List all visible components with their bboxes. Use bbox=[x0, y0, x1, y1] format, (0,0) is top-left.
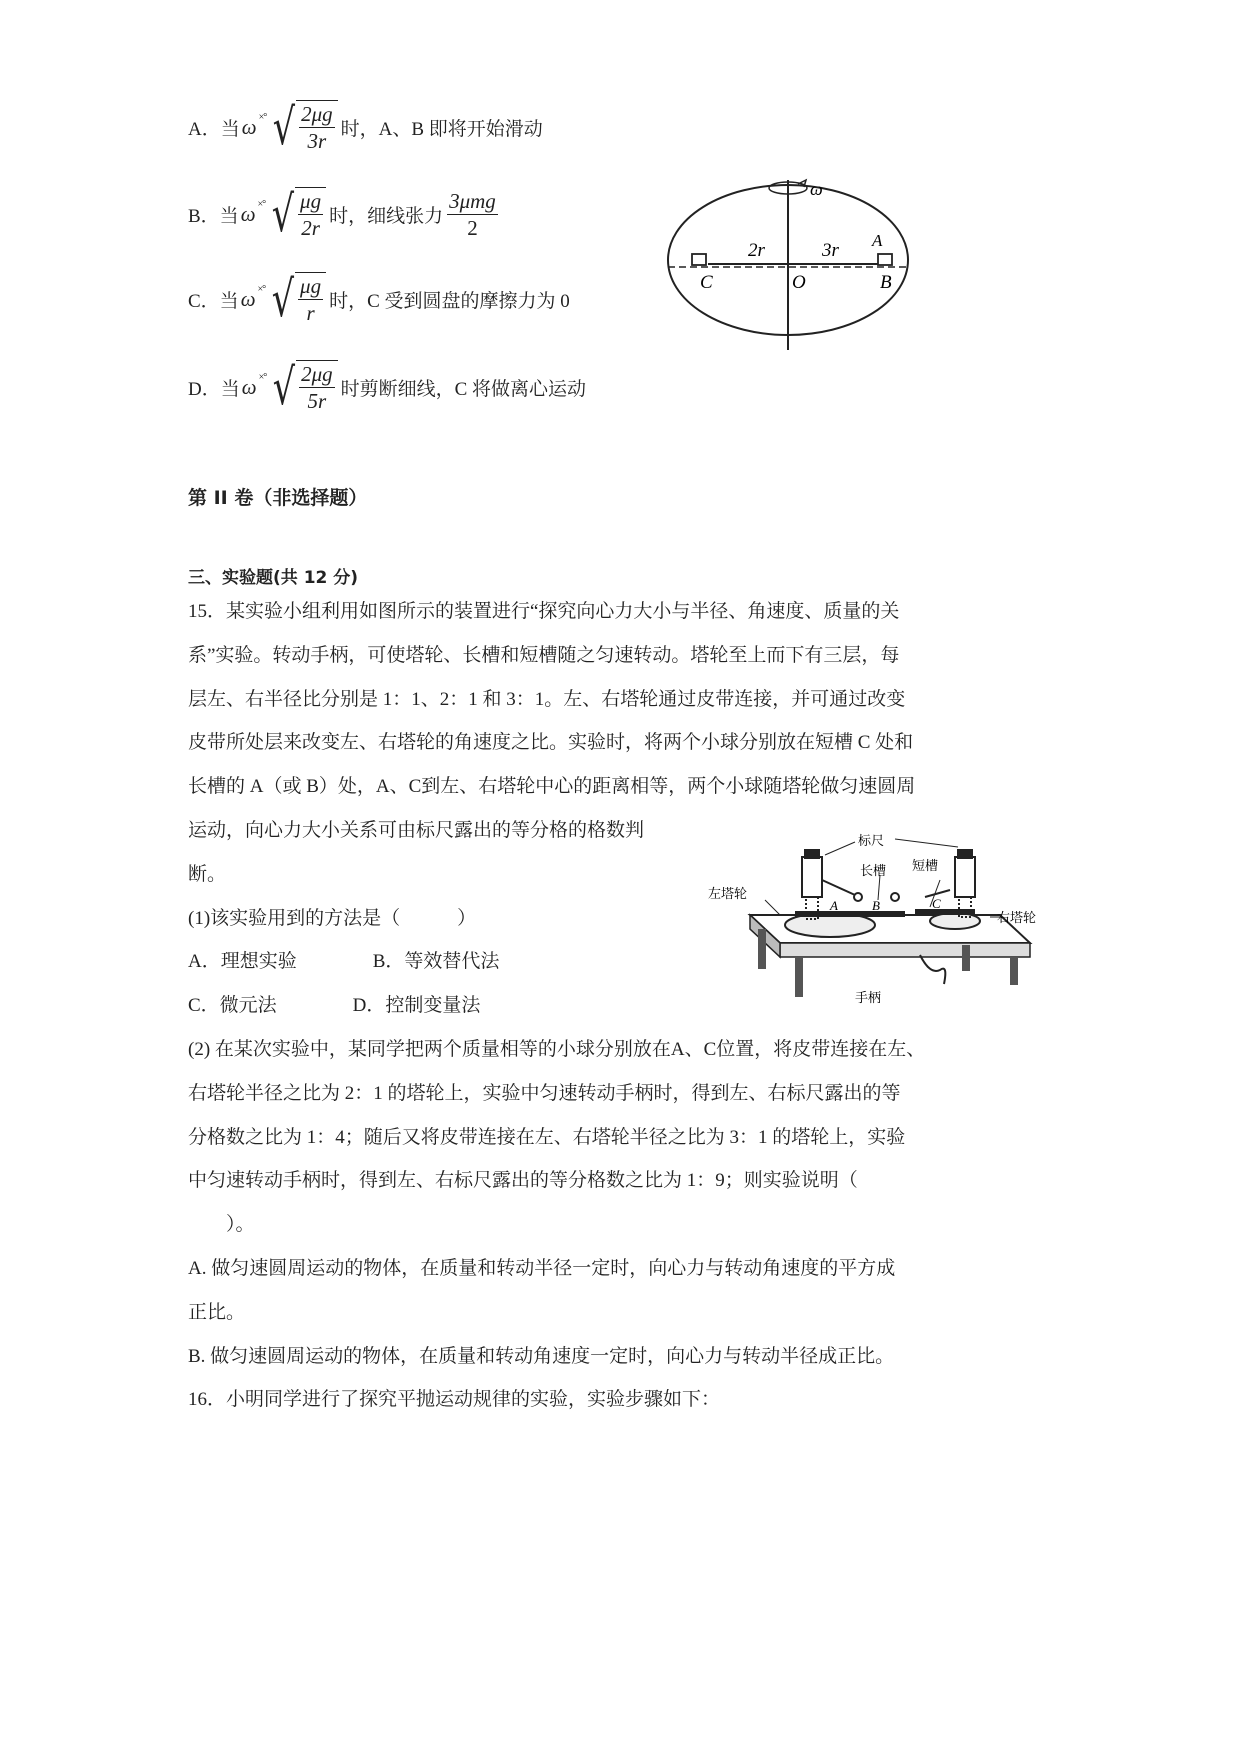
option-label: A．当 bbox=[188, 118, 240, 140]
text-line: ）。 bbox=[188, 1214, 255, 1236]
relation-symbol: ×° bbox=[257, 283, 266, 295]
text-line: 分格数之比为 1：4；随后又将皮带连接在左、右塔轮半径之比为 3：1 的塔轮上，实验 bbox=[188, 1126, 906, 1148]
omega-symbol: ω bbox=[241, 374, 257, 399]
option-text: 时，A、B 即将开始滑动 bbox=[340, 118, 543, 140]
text-line: 运动，向心力大小关系可由标尺露出的等分格的格数判 bbox=[188, 820, 645, 841]
svg-text:C: C bbox=[932, 896, 941, 911]
option-label: B．当 bbox=[188, 205, 239, 227]
sqrt-expression: √ $\frac{\mu g}{r}$ bbox=[267, 272, 326, 326]
svg-text:O: O bbox=[792, 272, 806, 293]
relation-symbol: ×° bbox=[258, 111, 267, 123]
svg-text:标尺: 标尺 bbox=[858, 834, 885, 849]
text-line: 皮带所处层来改变左、右塔轮的角速度之比。实验时，将两个小球分别放在短槽 C 处和 bbox=[188, 732, 914, 754]
sqrt-expression: √ $\frac{\mu g}{2r}$ bbox=[267, 187, 326, 241]
text-line: 断。 bbox=[188, 863, 227, 885]
text-line: 系”实验。转动手柄，可使塔轮、长槽和短槽随之匀速转动。塔轮至上而下有三层，每 bbox=[188, 644, 900, 666]
option-a bbox=[188, 100, 543, 154]
sqrt-expression: √ $\frac{2\mu g}{5r}$ bbox=[268, 360, 337, 414]
text-line: 中匀速转动手柄时，得到左、右标尺露出的等分格数之比为 1：9；则实验说明（ bbox=[188, 1170, 858, 1192]
text-line: B. 做匀速圆周运动的物体，在质量和转动角速度一定时，向心力与转动半径成正比。 bbox=[188, 1345, 895, 1367]
svg-text:左塔轮: 左塔轮 bbox=[708, 887, 748, 902]
numerator: 2μg bbox=[301, 102, 333, 126]
sqrt-expression: √ $\frac{2\mu g}{3r}$ bbox=[268, 100, 337, 154]
text-line: (2) 在某次实验中，某同学把两个质量相等的小球分别放在A、C位置，将皮带连接在左、 bbox=[188, 1039, 926, 1060]
option-label: C．当 bbox=[188, 290, 239, 312]
text-line: 右塔轮半径之比为 2：1 的塔轮上，实验中匀速转动手柄时，得到左、右标尺露出的等 bbox=[188, 1082, 901, 1104]
option-text: 时剪断细线，C 将做离心运动 bbox=[340, 378, 587, 400]
omega-label: ω bbox=[810, 179, 823, 199]
text-line: (1)该实验用到的方法是（ ） bbox=[188, 907, 477, 929]
svg-text:A: A bbox=[872, 231, 883, 250]
svg-text:B: B bbox=[880, 272, 892, 293]
numerator: μg bbox=[300, 274, 322, 298]
text-line: 正比。 bbox=[188, 1301, 246, 1323]
omega-symbol: ω bbox=[240, 286, 256, 311]
svg-text:B: B bbox=[872, 898, 880, 913]
option-b bbox=[188, 187, 498, 241]
section-title: 第 II 卷（非选择题） bbox=[188, 487, 368, 509]
centripetal-force-apparatus-figure bbox=[700, 825, 1050, 1015]
option-text: 时，细线张力 bbox=[329, 205, 444, 227]
option-c bbox=[188, 272, 570, 326]
relation-symbol: ×° bbox=[258, 371, 267, 383]
svg-text:2r: 2r bbox=[748, 240, 765, 261]
denominator: 5r bbox=[307, 389, 327, 413]
numerator: 3μmg bbox=[449, 188, 496, 213]
text-line: 层左、右半径比分别是 1：1、2：1 和 3：1。左、右塔轮通过皮带连接，并可通过改变 bbox=[188, 688, 906, 710]
text-line: 16．小明同学进行了探究平抛运动规律的实验，实验步骤如下： bbox=[188, 1389, 721, 1411]
denominator: r bbox=[306, 301, 315, 325]
text-line: A. 做匀速圆周运动的物体，在质量和转动半径一定时，向心力与转动角速度的平方成 bbox=[188, 1258, 896, 1279]
text-line: 长槽的 A（或 B）处，A、C到左、右塔轮中心的距离相等，两个小球随塔轮做匀速圆周 bbox=[188, 776, 916, 798]
svg-text:右塔轮: 右塔轮 bbox=[997, 911, 1037, 926]
svg-text:3r: 3r bbox=[822, 240, 839, 261]
tension-fraction bbox=[447, 188, 498, 241]
denominator: 3r bbox=[307, 129, 327, 153]
svg-text:手柄: 手柄 bbox=[855, 991, 882, 1006]
rotating-disk-figure bbox=[660, 160, 940, 360]
numerator: μg bbox=[300, 189, 322, 213]
svg-text:A: A bbox=[830, 898, 838, 913]
omega-symbol: ω bbox=[241, 114, 257, 139]
subsection-title: 三、实验题(共 12 分) bbox=[188, 568, 359, 588]
text-line: C．微元法 D．控制变量法 bbox=[188, 995, 481, 1017]
omega-symbol: ω bbox=[240, 201, 256, 226]
denominator: 2r bbox=[301, 216, 320, 240]
text-line: 15．某实验小组利用如图所示的装置进行“探究向心力大小与半径、角速度、质量的关 bbox=[188, 601, 900, 622]
svg-text:短槽: 短槽 bbox=[912, 859, 939, 874]
option-label: D．当 bbox=[188, 378, 240, 400]
numerator: 2μg bbox=[301, 362, 333, 386]
svg-text:长槽: 长槽 bbox=[860, 864, 887, 879]
option-d bbox=[188, 360, 586, 414]
denominator: 2 bbox=[467, 215, 478, 240]
relation-symbol: ×° bbox=[257, 198, 266, 210]
option-text: 时，C 受到圆盘的摩擦力为 0 bbox=[329, 290, 570, 312]
svg-text:C: C bbox=[700, 272, 713, 293]
text-line: A．理想实验 B．等效替代法 bbox=[188, 951, 500, 973]
